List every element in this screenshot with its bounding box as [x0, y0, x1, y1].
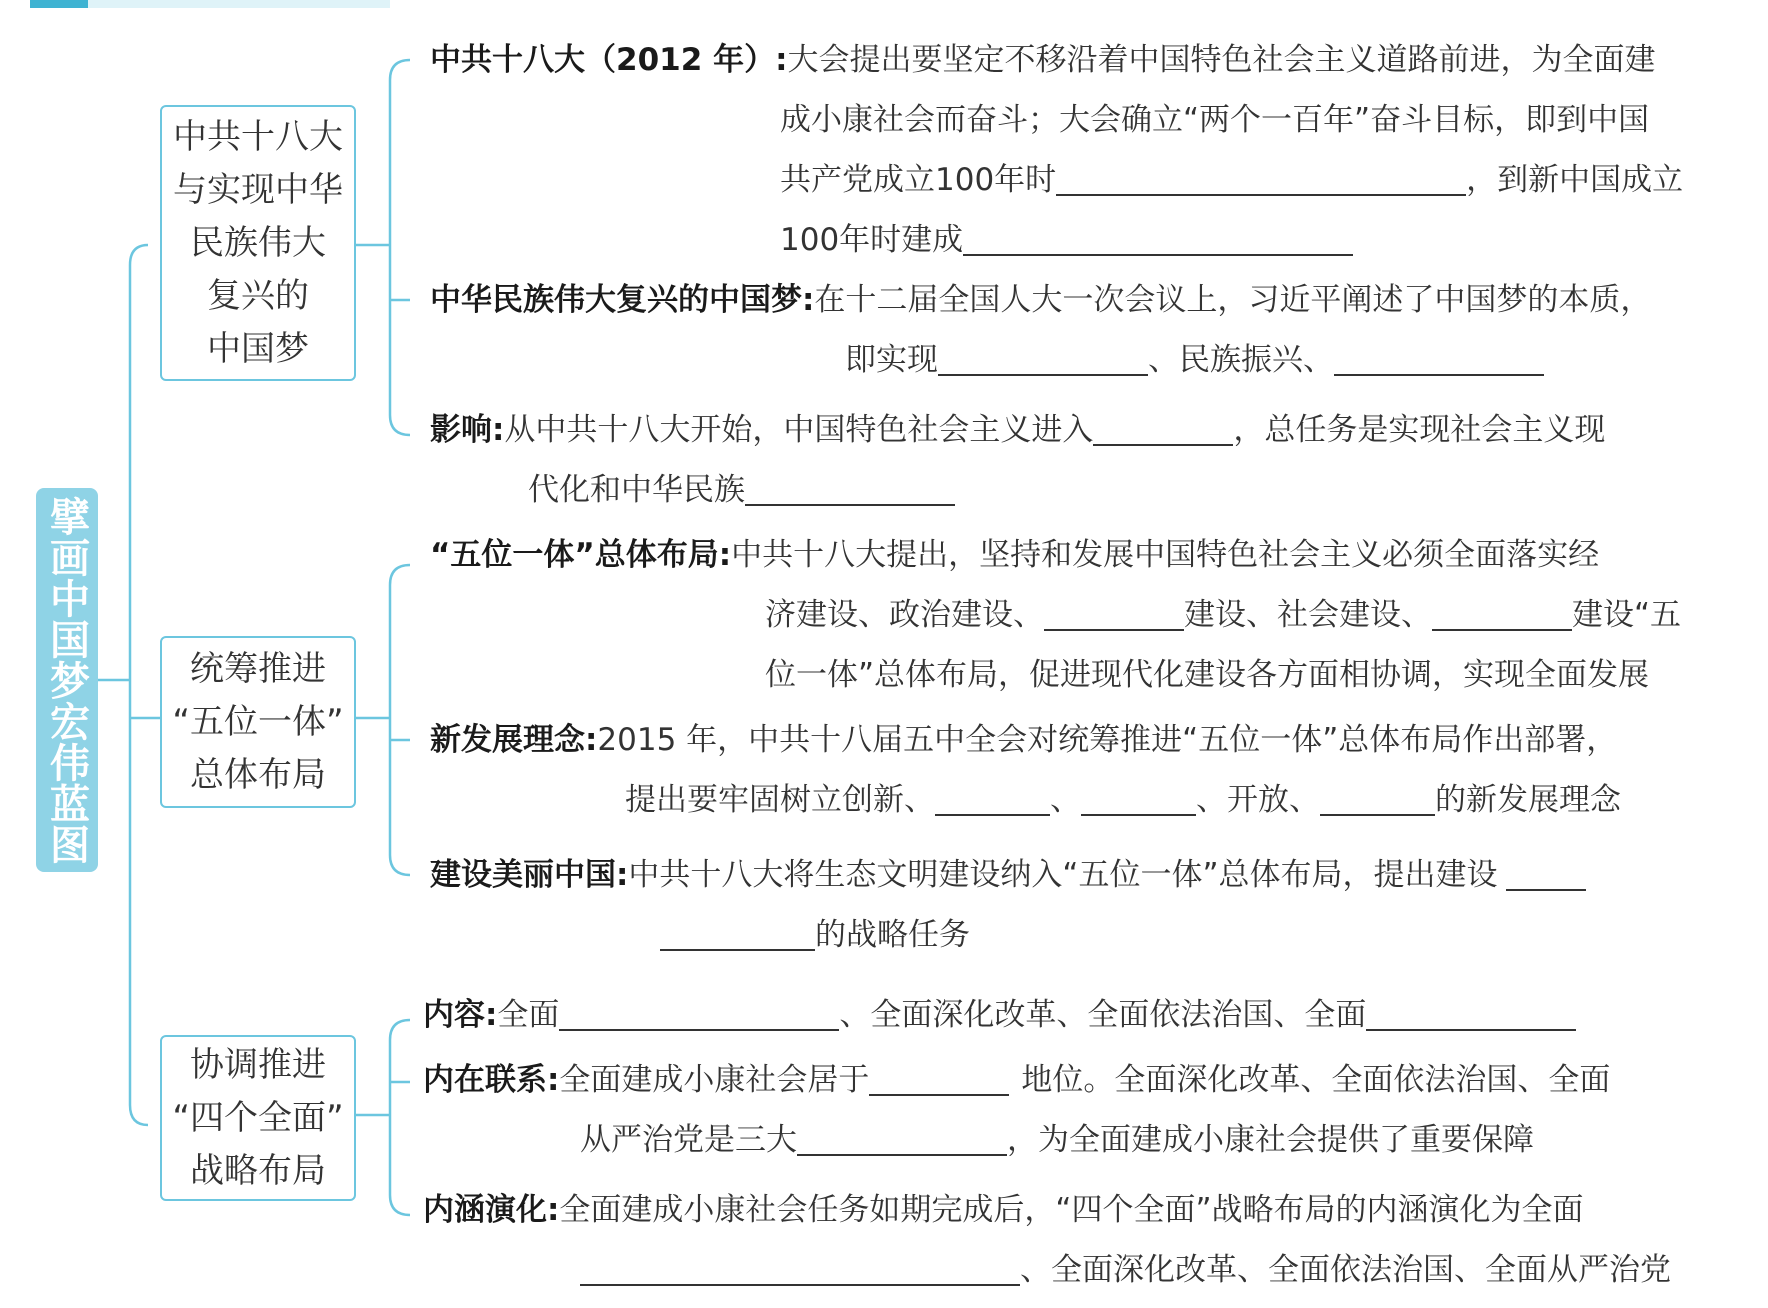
item-text: 成小康社会而奋斗；大会确立“两个一百年”奋斗目标，即到中国 [780, 102, 1650, 138]
fill-blank[interactable] [1056, 162, 1466, 196]
item-text: 全面建成小康社会居于 [559, 1062, 870, 1098]
item-text: 100年时建成 [780, 222, 964, 258]
fill-blank[interactable] [935, 782, 1050, 816]
item-row [780, 150, 1683, 210]
fill-blank[interactable] [1506, 857, 1586, 891]
item-row [430, 30, 1655, 90]
item-text: 即实现 [845, 342, 938, 378]
item-row [660, 905, 970, 965]
fill-blank[interactable] [559, 997, 839, 1031]
category-box-five-in-one [160, 636, 356, 808]
fill-blank[interactable] [745, 472, 955, 506]
item-row [430, 525, 1599, 585]
item-row [430, 845, 1586, 905]
fill-blank[interactable] [1366, 997, 1576, 1031]
fill-blank[interactable] [580, 1252, 1020, 1286]
fill-blank[interactable] [660, 917, 815, 951]
item-row [580, 1240, 1671, 1300]
item-heading: “五位一体”总体布局: [430, 537, 732, 573]
category-label: 统筹推进 “五位一体” 总体布局 [172, 648, 344, 795]
item-text: 的新发展理念 [1435, 782, 1621, 818]
item-text: 、全面深化改革、全面依法治国、全面从严治党 [1020, 1252, 1671, 1288]
item-row [765, 585, 1681, 645]
item-text: 建设、社会建设、 [1184, 597, 1432, 633]
item-text: 、开放、 [1196, 782, 1320, 818]
fill-blank[interactable] [797, 1122, 1007, 1156]
item-text: 、全面深化改革、全面依法治国、全面 [839, 997, 1367, 1033]
item-row [580, 1110, 1534, 1170]
item-heading: 中华民族伟大复兴的中国梦: [430, 282, 815, 318]
item-text: 济建设、政治建设、 [765, 597, 1044, 633]
item-row [528, 460, 955, 520]
fill-blank[interactable] [1320, 782, 1435, 816]
fill-blank[interactable] [1081, 782, 1196, 816]
item-text: 位一体”总体布局，促进现代化建设各方面相协调，实现全面发展 [765, 657, 1650, 693]
item-text: 在十二届全国人大一次会议上，习近平阐述了中国梦的本质， [814, 282, 1652, 318]
item-heading: 内容: [423, 997, 498, 1033]
fill-blank[interactable] [869, 1062, 1009, 1096]
item-text: 提出要牢固树立创新、 [625, 782, 935, 818]
item-row [430, 400, 1605, 460]
fill-blank[interactable] [1093, 412, 1233, 446]
fill-blank[interactable] [938, 342, 1148, 376]
item-row [765, 645, 1649, 705]
item-row [423, 985, 1576, 1045]
item-heading: 建设美丽中国: [430, 857, 629, 893]
item-row [430, 710, 1617, 770]
item-row [780, 90, 1649, 150]
item-text: 建设“五 [1572, 597, 1682, 633]
item-row [423, 1180, 1584, 1240]
item-heading: 新发展理念: [430, 722, 598, 758]
item-text: 共产党成立100年时 [780, 162, 1057, 198]
item-text: 中共十八大提出，坚持和发展中国特色社会主义必须全面落实经 [731, 537, 1600, 573]
item-text: 的战略任务 [815, 917, 970, 953]
item-text: 从严治党是三大 [580, 1122, 797, 1158]
fill-blank[interactable] [1044, 597, 1184, 631]
item-text: 、 [1050, 782, 1081, 818]
item-heading: 影响: [430, 412, 505, 448]
item-heading: 中共十八大（2012 年）: [430, 42, 788, 78]
category-label: 中共十八大 与实现中华 民族伟大 复兴的 中国梦 [173, 116, 343, 369]
item-text: 从中共十八大开始，中国特色社会主义进入 [504, 412, 1094, 448]
item-text: ，总任务是实现社会主义现 [1233, 412, 1606, 448]
fill-blank[interactable] [963, 222, 1353, 256]
item-text: 全面建成小康社会任务如期完成后，“四个全面”战略布局的内涵演化为全面 [559, 1192, 1584, 1228]
item-text: 大会提出要坚定不移沿着中国特色社会主义道路前进，为全面建 [787, 42, 1656, 78]
item-text: ，为全面建成小康社会提供了重要保障 [1007, 1122, 1534, 1158]
fill-blank[interactable] [1334, 342, 1544, 376]
item-heading: 内在联系: [423, 1062, 560, 1098]
category-box-four-comprehensives [160, 1035, 356, 1201]
item-text: 代化和中华民族 [528, 472, 745, 508]
category-box-cpc18-dream [160, 105, 356, 381]
item-text: 、民族振兴、 [1148, 342, 1334, 378]
item-row [845, 330, 1544, 390]
item-row [780, 210, 1353, 270]
item-heading: 内涵演化: [423, 1192, 560, 1228]
item-text: 中共十八大将生态文明建设纳入“五位一体”总体布局，提出建设 [628, 857, 1498, 893]
category-label: 协调推进 “四个全面” 战略布局 [172, 1044, 344, 1191]
item-row [625, 770, 1621, 830]
item-text: ，到新中国成立 [1466, 162, 1684, 198]
item-text: 地位。全面深化改革、全面依法治国、全面 [1021, 1062, 1611, 1098]
item-row [423, 1050, 1610, 1110]
item-text: 全面 [497, 997, 560, 1033]
item-row [430, 270, 1651, 330]
item-text: 2015 年，中共十八届五中全会对统筹推进“五位一体”总体布局作出部署， [597, 722, 1618, 758]
main-title: 擘画中国梦宏伟蓝图 [43, 495, 90, 865]
fill-blank[interactable] [1432, 597, 1572, 631]
